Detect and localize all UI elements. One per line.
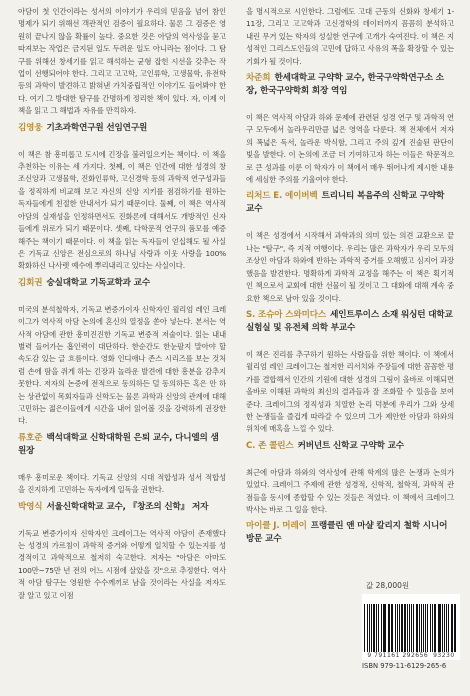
barcode-digits [362,652,460,660]
endorser-name: 김영웅 [18,122,43,133]
barcode-bar [434,604,436,652]
barcode-bar [416,604,418,652]
endorser-title: 한세대학교 구약학 교수, 한국구약학연구소 소장, 한국구약학회 회장 역임 [246,73,444,97]
barcode-bar [446,604,447,652]
barcode-bar [411,604,412,652]
barcode-bar [378,604,379,652]
endorsement-text: 최근에 아담과 하와의 역사성에 관해 학계의 많은 논쟁과 논의가 있었다. 크레이그 주제에 관한 성경적, 신학적, 철학적, 과학적 관점들을 동시에 종합할 수 있는 것들은 적었다. 이 책에서 크레이그 박사는 바로 그 일을 한다. [246,467,454,514]
endorsement-text: 이 책은 역사적 아담과 하와 문제에 관련된 성경 연구 및 과학적 연구 모두에서 놀라우리만큼 넓은 영역을 다룬다. 책 전체에서 저자의 폭넓은 독서, 놀라운 박식함, 그리고 주의 깊게 진술된 판단이 빛을 발한다. 이 논의에 조금 더 기여하고자 하는 이들은 학문적으로 큰 성과를 이룬 이 학자가 이 책에서 매우 뛰어나게 제시한 내용에 세심한 주의를 기울여야 한다. [246,113,454,185]
isbn-text: ISBN 979-11-6129-265-6 [362,662,447,670]
endorser-credit [18,501,226,514]
barcode-addon: 93230 [433,652,455,659]
endorser-credit [18,122,226,135]
endorser-title: 기초과학연구원 선임연구원 [46,122,148,133]
endorser-credit [18,432,226,458]
barcode-bar [427,604,428,652]
endorsement-text: 을 명시적으로 시인한다. 그럼에도 고대 근동의 신화와 창세기 1-11장, 그리고 고고학과 고신경학의 데이터까지 꼼꼼히 분석하고 내린 무거 있는 학자의 성실한 연구에 고개가 숙여진다. 이 책은 지성적인 그리스도인들의 고민에 답하고 사유의 폭을 확장할 수 있는 기회가 될 것이다. [246,7,454,66]
barcode-number: 9 791161 292656 [367,652,429,659]
barcode-bar [425,604,426,652]
barcode-bar [419,604,420,652]
price-label: 값 28,000원 [366,581,410,590]
endorsement-text: 아담이 첫 인간이라는 성서의 이야기가 우리의 믿음을 넘어 참인 명제가 되기 위해선 객관적인 검증이 필요하다. 물론 그 검증은 영원히 끝나지 않을 확률이 높다. 중요한 것은 아담의 역사성을 묻고 따져보는 작업은 금지된 일도 두려운 일도 아니라는 점이다. 그 탐구를 위해선 창세기를 읽고 해석하는 균형 잡힌 시선을 갖추는 작업이 선행되어야 한다. 그리고 고고학, 고인류학, 고생물학, 유전학 등의 과학이 발견하고 밝혀낸 가치중립적인 이야기도 들어봐야 한다. 여기 그 방대한 탐구를 간명하게 정리한 책이 있다. 자, 이제 이 책을 읽고 그 해법과 자유를 만끽하자. [18,7,226,116]
endorser-credit [18,277,226,290]
barcode-bar [451,604,453,652]
barcode-bar [391,604,392,652]
endorser-credit [246,190,454,216]
barcode-bar [448,604,449,652]
barcode-bar [367,604,368,652]
endorser-name: 마이클 J. 머레이 [246,521,307,532]
barcode-bar [384,604,385,652]
right-column [246,6,454,560]
barcode-bar [404,604,405,652]
endorser-credit [246,309,454,335]
endorsement-text: 이 책은 진리를 추구하기 원하는 사람들을 위한 책이다. 이 책에서 윌리엄 레인 크레이그는 철저한 리서치와 주장들에 대한 꼼꼼한 평가를 결합해서 인간의 기원에 대한 성경의 그림이 올바로 이해되면 올바로 이해된 과학의 최신의 결과들과 잘 조화할 수 있음을 보여준다. 크레이그의 정직성과 치열한 논리 덕분에 우리가 그와 상세한 논쟁들을 즐겁게 따라갈 수 있으며 그가 제안한 아담과 하와의 위치에 매혹을 느낄 수 있다. [246,349,454,434]
barcode-bar [442,604,443,652]
barcode-bar [439,604,440,652]
barcode-bar [438,604,439,652]
endorser-credit [246,72,454,98]
barcode-bar [364,604,365,652]
barcode-bar [373,604,375,652]
endorser-name: S. 조슈아 스와미다스 [246,309,327,320]
endorser-credit [246,520,454,546]
endorser-name: C. 존 콜린스 [246,440,294,451]
barcode-bar [369,604,370,652]
endorsement-text: 이 책은 참 흥미롭고 도시에 긴장을 불러일으키는 책이다. 이 책을 추천하는 이유는 세 가지다. 첫째, 이 책은 인간에 대한 성경의 창조신앙과 고생물학, 진화인류학, 고신경학 등의 과학적 연구성과들을 정직하게 비교해 보고 자신의 신앙 지키를 점검하기를 원하는 독자들에게 친절한 안내서가 되기 때문이다. 둘째, 이 책은 역사적 아담의 실재성을 인정하면서도 진화론에 대해서도 개방적인 신자들에게 위로가 되기 때문이다. 셋째, 다학문적 연구의 품모를 예증해주는 책이기 때문이다. 이 책을 읽는 독자들이 얻십해도 될 사실은 기독교 신앙은 전심으로의 하나님 사랑과 이웃 사랑을 100% 확화하신 나사렛 예수에 뿌리내리고 있다는 사실이다. [18,149,226,271]
endorser-title: 커버넌트 신학교 구약학 교수 [297,440,404,451]
barcode-bar [454,604,455,652]
barcode-bar [444,604,445,652]
barcode-image [362,594,460,652]
barcode-bar [409,604,410,652]
barcode-bar [432,604,433,652]
barcode-bar [381,604,382,652]
barcode-bar [388,604,390,652]
barcode-bar [392,604,393,652]
barcode-bar [376,604,377,652]
endorser-title: 백석대학교 신학대학원 은퇴 교수, 다니엘의 샘 원장 [18,432,219,456]
endorsement-text: 기독교 변증가이자 신학자인 크레이그는 역사적 아담이 존재했다는 성경의 가르침이 과학적 증거와 어떻게 일치할 수 있는지를 성경적이고 과학적으로 철저히 숙고한다. 저자는 "아담은 아마도 100만~75만 년 전의 어느 시점에 살았을 것"으로 추정한다. 역사적 아담 탐구는 영원한 수수께끼로 남을 것이라는 사실을 저자도 잘 알고 있고 이점 [18,528,226,600]
barcode-bar [421,604,422,652]
barcode-bar [407,604,408,652]
barcode-bar [399,604,400,652]
endorser-title: 트리니티 복음주의 신학교 구약학 교수 [246,191,445,215]
endorser-title: 서울신학대학교 교수, 『창조의 신학』 저자 [46,501,209,512]
endorser-title: 세인트루이스 소재 워싱턴 대학교 실험실 및 유전체 의학 부교수 [246,309,453,333]
barcode-bar [423,604,424,652]
barcode-bar [401,604,403,652]
endorser-credit [246,440,454,453]
barcode-bar [430,604,431,652]
barcode-bar [413,604,414,652]
endorsement-text: 이 책은 성경에서 시작해서 과학과의 의미 있는 의견 교환으로 끝나는 "탐구", 즉 지적 여행이다. 우리는 많은 과학자가 우리 모두의 조상인 아담과 하와에 반하는 과학적 증거를 오해했고 심지어 과장했음을 발견한다. 명확하게 과학적 교정을 해주는 이 책은 획기적인 책으로서 교회에 대한 선물이 될 것이고 그 대화에 대해 계속 중요한 책으로 남아 있을 것이다. [246,231,454,303]
barcode-bar [395,604,396,652]
endorser-name: 류호준 [18,432,43,443]
barcode-bar [371,604,372,652]
barcode-bar [383,604,384,652]
endorser-name: 김회권 [18,277,43,288]
endorsement-text: 미국의 분석철학자, 기독교 변증가이자 신학자인 윌리엄 레인 크레이그가 역사적 아담 논의에 혼신의 열정을 쏟아 넣는다. 본서는 역사적 아담에 관한 흥미진진한 기독교 변증적 저술이다. 읽는 내내 별력 들어가는 흡인력이 대단하다. 한순간도 한눈팔지 말아야 할 속도감 있는 글 흐름이다. 영화 인디애나 존스 시리즈를 보는 것처럼 손에 땀을 쥐게 하는 긴장과 놀라운 발견에 대한 흥분을 감추지 못한다. 저자의 논증에 전적으로 동의하든 덜 동의하든 혹은 안 하는 상관없이 목회자들과 신학도는 물론 과학과 신앙의 관계에 대해 고민하는 젊은이들에게 시간을 내어 읽어볼 것을 강력하게 권장한다. [18,304,226,426]
endorser-name: 차준희 [246,73,271,84]
endorser-name: 박영식 [18,501,43,512]
endorsement-text: 매우 흥미로운 책이다. 기독교 신앙의 시대 적합성과 성서 적합성을 진지하게 고민하는 독자에게 일독을 권한다. [18,472,226,495]
barcode-bar [397,604,398,652]
barcode-block [362,594,460,670]
left-column [18,6,226,606]
endorser-title: 숭실대학교 기독교학과 교수 [46,277,150,288]
barcode-bar [455,604,456,652]
endorser-name: 리처드 E. 에이버벡 [246,191,318,202]
endorser-title: 프랭클린 앤 마샬 칼리지 철학 시니어 방문 교수 [246,521,448,545]
